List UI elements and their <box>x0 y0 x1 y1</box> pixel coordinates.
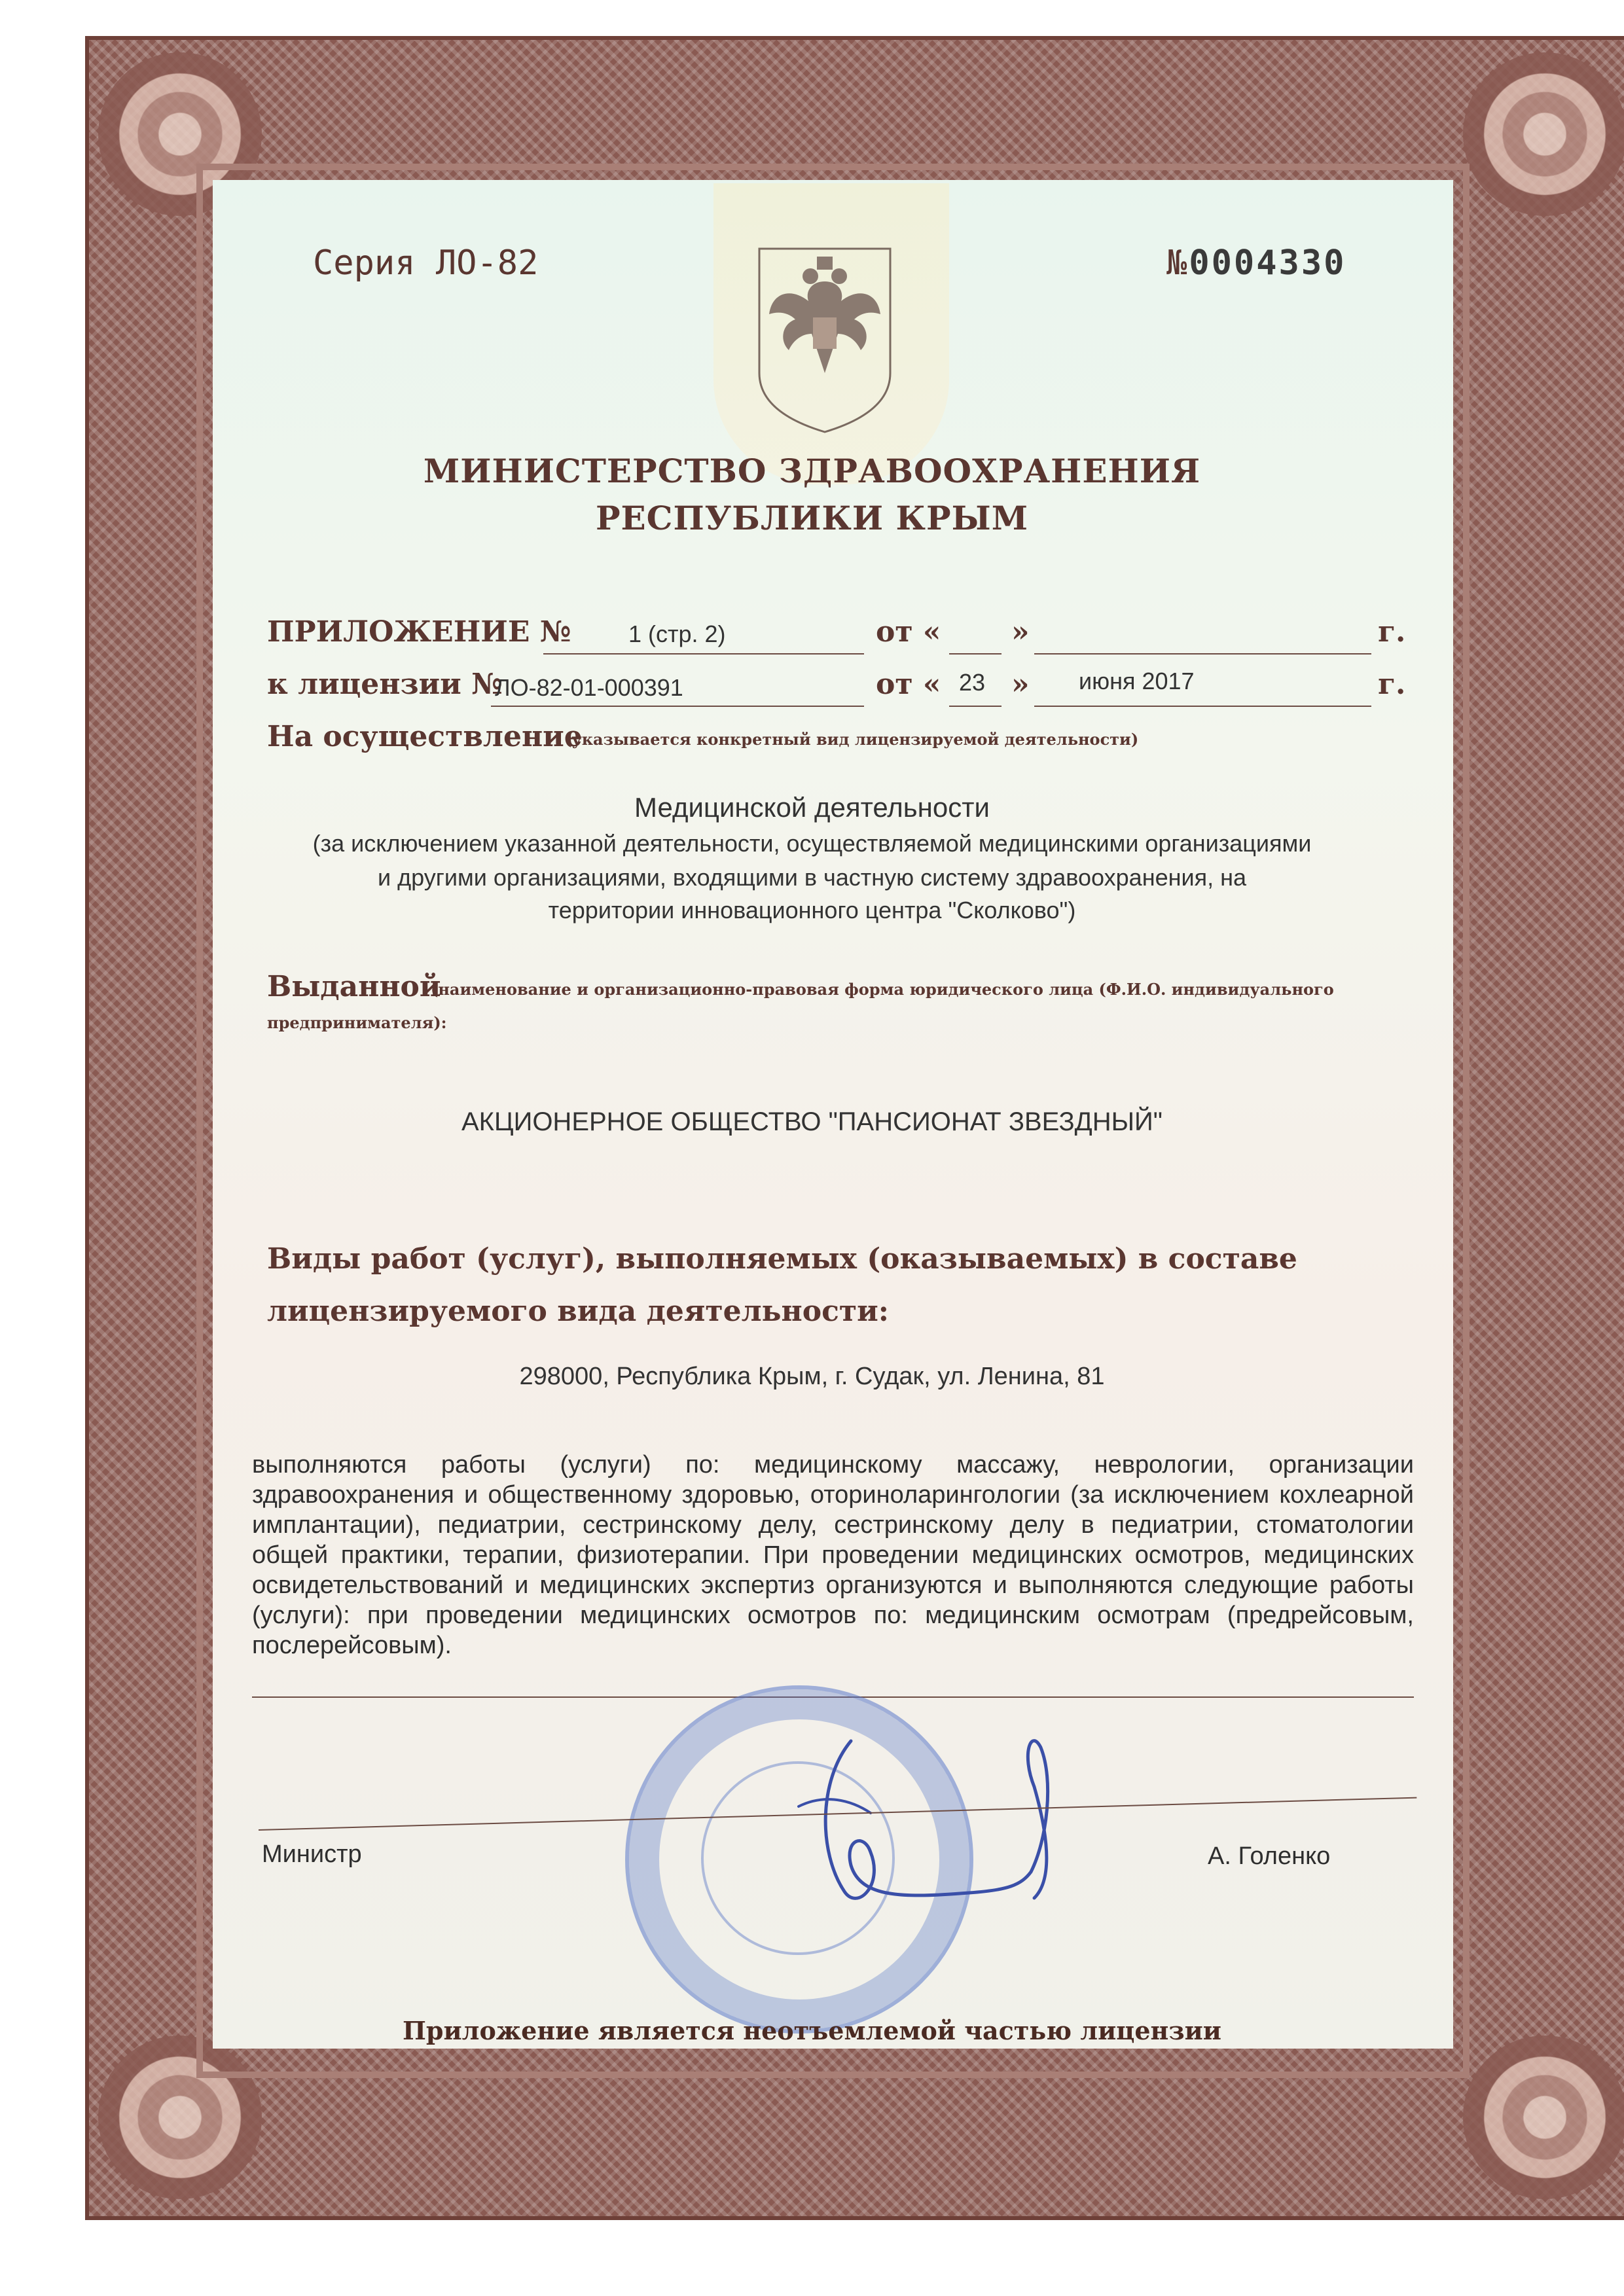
corner-rosette-top-right <box>1463 52 1624 216</box>
activity-desc-line2: и другими организациями, входящими в частную систему здравоохранения, на <box>378 864 1246 891</box>
works-address: 298000, Республика Крым, г. Судак, ул. Ленина, 81 <box>519 1363 1105 1390</box>
issued-organization: АКЦИОНЕРНОЕ ОБЩЕСТВО "ПАНСИОНАТ ЗВЕЗДНЫЙ" <box>461 1107 1163 1136</box>
license-value: ЛО-82-01-000391 <box>495 674 683 701</box>
works-label-line2: лицензируемого вида деятельности: <box>267 1295 890 1328</box>
document-number <box>1166 243 1346 283</box>
document-series: Серия ЛО-82 <box>313 243 539 283</box>
corner-rosette-bottom-right <box>1463 2036 1624 2199</box>
appendix-from-label: от « <box>876 615 941 649</box>
appendix-day-line <box>949 653 1001 655</box>
activity-title: Медицинской деятельности <box>634 792 990 823</box>
signatory-position: Министр <box>262 1840 362 1868</box>
appendix-value: 1 (стр. 2) <box>628 620 726 647</box>
license-from-label: от « <box>876 668 941 701</box>
license-day: 23 <box>959 669 986 696</box>
license-day-line <box>949 706 1001 707</box>
activity-desc-line1: (за исключением указанной деятельности, осуществляемой медицинскими организациями <box>312 830 1312 857</box>
license-from-close: » <box>1011 668 1030 701</box>
issued-label: Выданной <box>267 970 441 1003</box>
signatory-name: А. Голенко <box>1208 1842 1331 1870</box>
appendix-value-line <box>543 653 864 655</box>
appendix-label: ПРИЛОЖЕНИЕ № <box>267 615 571 649</box>
activity-hint: (указывается конкретный вид лицензируемой деятельности) <box>564 730 1139 749</box>
appendix-from-close: » <box>1011 615 1030 649</box>
license-label: к лицензии № <box>267 668 503 701</box>
number-digits: 0004330 <box>1189 243 1346 283</box>
license-value-line <box>491 706 864 707</box>
number-prefix: № <box>1166 243 1189 283</box>
issued-hint-line1: (наименование и организационно-правовая форма юридического лица (Ф.И.О. индивидуального <box>431 980 1334 999</box>
appendix-month-line <box>1034 653 1371 655</box>
works-label-line1: Виды работ (услуг), выполняемых (оказываемых) в составе <box>267 1242 1297 1276</box>
ministry-title-line1: МИНИСТЕРСТВО ЗДРАВООХРАНЕНИЯ <box>423 452 1201 490</box>
appendix-year-suffix: г. <box>1378 615 1406 649</box>
works-body: выполняются работы (услуги) по: медицинскому массажу, неврологии, организации здравоохранения и общественному здоровью, оториноларингологии (за исключением кохлеарной имплантации), педиатрии, сестринскому делу, сестринскому делу в педиатрии, стоматологии общей практики, терапии, физиотерапии. При проведении медицинских осмотров, медицинских освидетельствований и медицинских экспертиз организуются и выполняются следующие работы (услуги): при проведении медицинских осмотров по: медицинским осмотрам (предрейсовым, послерейсовым). <box>252 1451 1414 1659</box>
license-year-suffix: г. <box>1378 668 1406 701</box>
issued-hint-line2: предпринимателя): <box>267 1013 447 1032</box>
coat-of-arms-icon <box>753 242 897 439</box>
activity-label: На осуществление <box>267 720 583 753</box>
license-month-year: июня 2017 <box>1079 668 1195 694</box>
ministry-title-line2: РЕСПУБЛИКИ КРЫМ <box>595 499 1029 537</box>
footer-note: Приложение является неотъемлемой частью лицензии <box>403 2016 1221 2045</box>
license-month-line <box>1034 706 1371 707</box>
activity-desc-line3: территории инновационного центра "Сколково") <box>548 897 1076 924</box>
